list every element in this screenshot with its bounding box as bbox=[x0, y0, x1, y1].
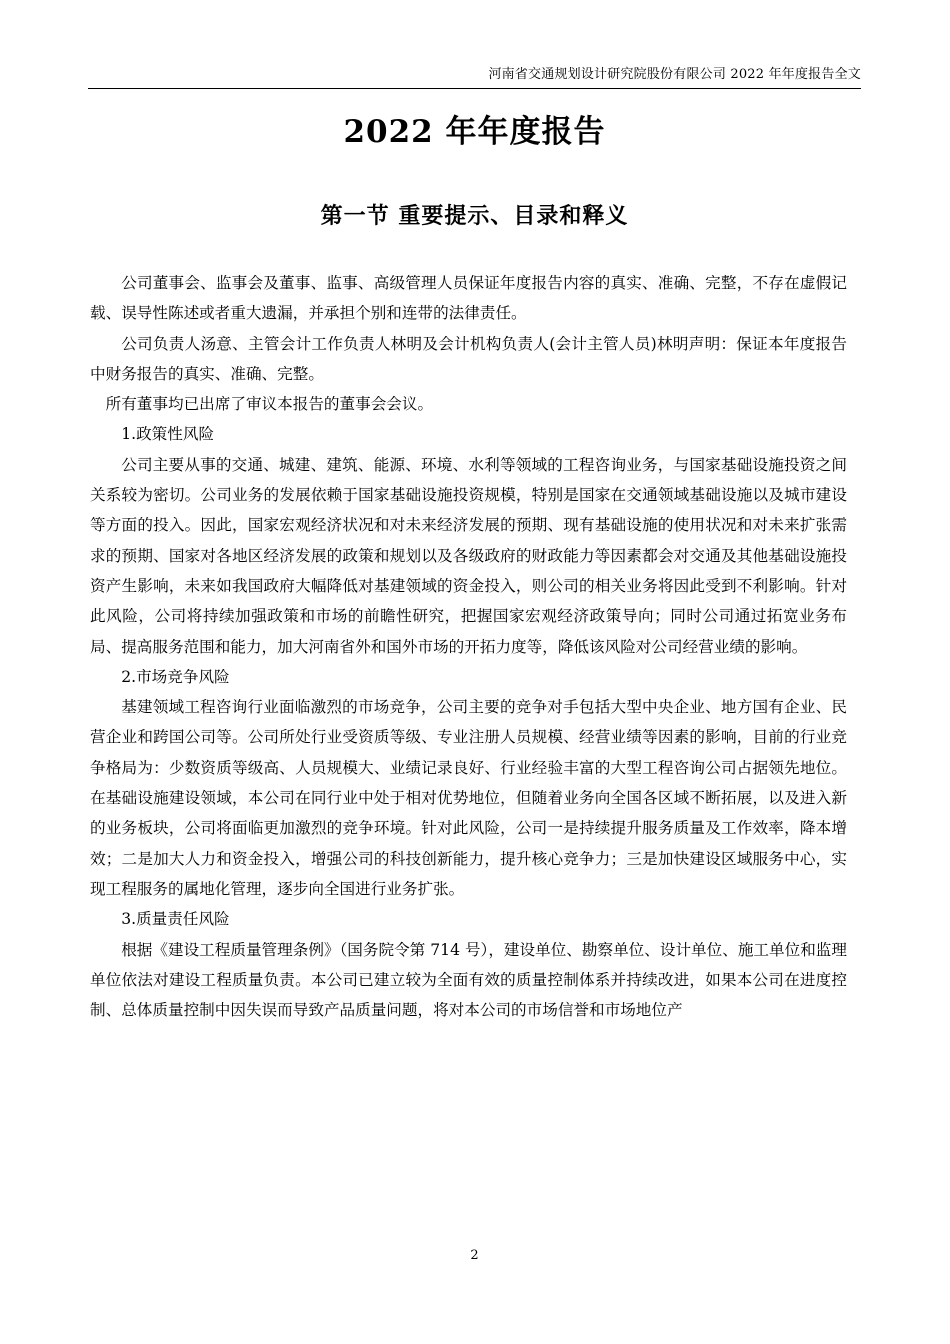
heading-market-competition-risk: 2.市场竞争风险 bbox=[121, 667, 230, 686]
paragraph-financial-declaration: 公司负责人汤意、主管会计工作负责人林明及会计机构负责人(会计主管人员)林明声明：保证本年度报告中财务报告的真实、准确、完整。 bbox=[90, 334, 847, 383]
header-divider bbox=[88, 88, 861, 89]
paragraph-responsibility-statement: 公司董事会、监事会及董事、监事、高级管理人员保证年度报告内容的真实、准确、完整，不存在虚假记载、误导性陈述或者重大遗漏，并承担个别和连带的法律责任。 bbox=[90, 274, 847, 323]
running-header: 河南省交通规划设计研究院股份有限公司 2022 年年度报告全文 bbox=[488, 67, 861, 82]
heading-policy-risk: 1.政策性风险 bbox=[121, 425, 215, 444]
document-body bbox=[90, 268, 847, 1025]
document-title: 2022 年年度报告 bbox=[343, 114, 606, 150]
paragraph-board-attendance: 所有董事均已出席了审议本报告的董事会会议。 bbox=[105, 395, 434, 414]
page-number: 2 bbox=[470, 1248, 479, 1263]
paragraph-market-competition-risk: 基建领域工程咨询行业面临激烈的市场竞争，公司主要的竞争对手包括大型中央企业、地方国有企业、民营企业和跨国公司等。公司所处行业受资质等级、专业注册人员规模、经营业绩等因素的影响，目前的行业竞争格局为：少数资质等级高、人员规模大、业绩记录良好、行业经验丰富的大型工程咨询公司占据领先地位。在基础设施建设领域，本公司在同行业中处于相对优势地位，但随着业务向全国各区域不断拓展，以及进入新的业务板块，公司将面临更加激烈的竞争环境。针对此风险，公司一是持续提升服务质量及工作效率，降本增效；二是加大人力和资金投入，增强公司的科技创新能力，提升核心竞争力；三是加快建设区域服务中心，实现工程服务的属地化管理，逐步向全国进行业务扩张。 bbox=[90, 698, 847, 898]
paragraph-policy-risk: 公司主要从事的交通、城建、建筑、能源、环境、水利等领域的工程咨询业务，与国家基础设施投资之间关系较为密切。公司业务的发展依赖于国家基础设施投资规模，特别是国家在交通领域基础设施以及城市建设等方面的投入。因此，国家宏观经济状况和对未来经济发展的预期、现有基础设施的使用状况和对未来扩张需求的预期、国家对各地区经济发展的政策和规划以及各级政府的财政能力等因素都会对交通及其他基础设施投资产生影响，未来如我国政府大幅降低对基建领域的资金投入，则公司的相关业务将因此受到不利影响。针对此风险，公司将持续加强政策和市场的前瞻性研究，把握国家宏观经济政策导向；同时公司通过拓宽业务布局、提高服务范围和能力，加大河南省外和国外市场的开拓力度等，降低该风险对公司经营业绩的影响。 bbox=[90, 455, 847, 656]
paragraph-quality-liability-risk: 根据《建设工程质量管理条例》（国务院令第 714 号），建设单位、勘察单位、设计单位、施工单位和监理单位依法对建设工程质量负责。本公司已建立较为全面有效的质量控制体系并持续改进，如果本公司在进度控制、总体质量控制中因失误而导致产品质量问题，将对本公司的市场信誉和市场地位产 bbox=[90, 940, 847, 1020]
heading-quality-liability-risk: 3.质量责任风险 bbox=[121, 910, 230, 929]
section-title: 第一节 重要提示、目录和释义 bbox=[320, 203, 629, 229]
